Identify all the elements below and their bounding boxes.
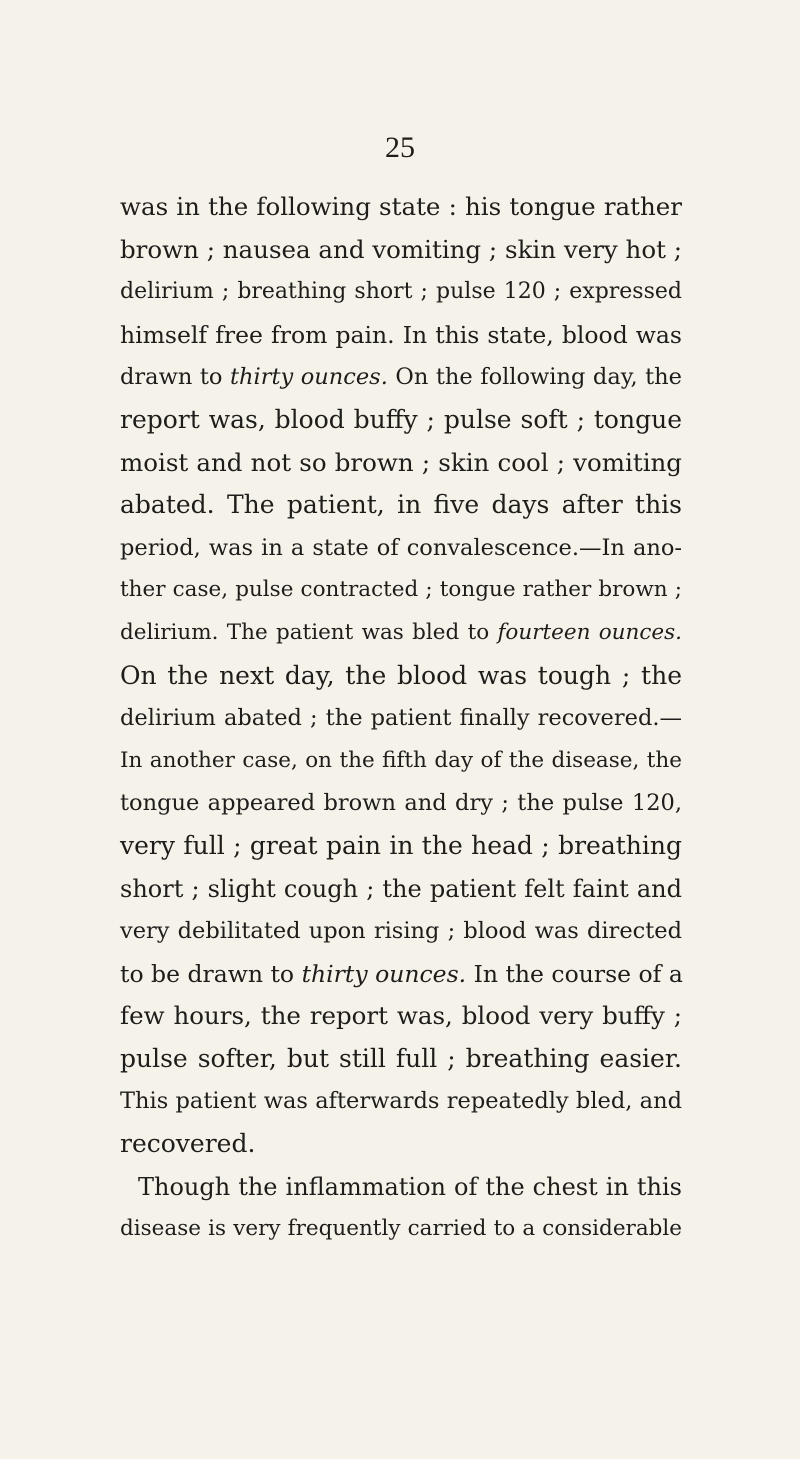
text-line bbox=[120, 1208, 682, 1251]
text-run: period, was in a state of convalescence.—In ano- bbox=[120, 534, 682, 561]
text-line bbox=[120, 612, 682, 655]
text-run: moist and not so brown ; skin cool ; vomiting bbox=[120, 447, 682, 477]
text-line bbox=[120, 910, 682, 953]
text-line bbox=[120, 655, 682, 698]
text-line bbox=[120, 740, 682, 783]
text-line bbox=[120, 271, 682, 314]
body-text bbox=[120, 186, 682, 1251]
text-line bbox=[120, 569, 682, 612]
text-run: ther case, pulse contracted ; tongue rather brown ; bbox=[120, 577, 682, 603]
text-run: brown ; nausea and vomiting ; skin very hot ; bbox=[120, 234, 682, 264]
text-run: abated. The patient, in five days after this bbox=[120, 490, 682, 520]
italic-run: thirty ounces. bbox=[301, 959, 467, 988]
text-line bbox=[120, 484, 682, 527]
page-number: 25 bbox=[385, 131, 415, 164]
text-line bbox=[120, 527, 682, 570]
text-run: was in the following state : his tongue rather bbox=[120, 192, 682, 221]
text-run: In another case, on the fifth day of the disease, the bbox=[120, 747, 682, 773]
text-line bbox=[120, 782, 682, 825]
italic-run: fourteen ounces. bbox=[497, 619, 682, 645]
text-run: very debilitated upon rising ; blood was directed bbox=[120, 918, 682, 945]
text-run: delirium abated ; the patient finally recovered.— bbox=[120, 705, 682, 732]
text-line bbox=[120, 356, 682, 399]
text-run: recovered. bbox=[120, 1129, 256, 1159]
text-run: This patient was afterwards repeatedly bled, and bbox=[120, 1088, 682, 1115]
text-run: few hours, the report was, blood very buffy ; bbox=[120, 1001, 682, 1031]
text-line bbox=[120, 1080, 682, 1123]
text-line bbox=[120, 697, 682, 740]
text-run: delirium. The patient was bled to bbox=[120, 619, 498, 645]
text-run: to be drawn to bbox=[120, 959, 302, 988]
text-line bbox=[120, 399, 682, 442]
text-line bbox=[120, 825, 682, 868]
text-run: tongue appeared brown and dry ; the pulse 120, bbox=[120, 790, 682, 817]
text-line bbox=[120, 868, 682, 911]
text-run: On the next day, the blood was tough ; the bbox=[120, 660, 682, 690]
italic-run: thirty ounces. bbox=[229, 364, 388, 391]
text-run: pulse softer, but still full ; breathing easier. bbox=[120, 1043, 682, 1073]
text-run: In the course of a bbox=[466, 959, 683, 988]
text-line bbox=[120, 995, 682, 1038]
text-line bbox=[120, 442, 682, 485]
text-run: Though the inflammation of the chest in this bbox=[138, 1172, 682, 1201]
text-run: himself free from pain. In this state, blood was bbox=[120, 320, 682, 349]
text-run: delirium ; breathing short ; pulse 120 ; expressed bbox=[120, 279, 682, 305]
text-line bbox=[120, 1123, 682, 1166]
text-line bbox=[120, 229, 682, 272]
text-run: disease is very frequently carried to a considerable bbox=[120, 1216, 682, 1242]
text-line bbox=[120, 953, 682, 996]
text-run: very full ; great pain in the head ; breathing bbox=[120, 830, 682, 860]
text-run: drawn to bbox=[120, 364, 230, 391]
text-run: report was, blood buffy ; pulse soft ; tongue bbox=[120, 404, 682, 434]
text-line bbox=[120, 186, 682, 229]
text-line bbox=[120, 1038, 682, 1081]
text-line bbox=[120, 314, 682, 357]
text-run: On the following day, the bbox=[387, 364, 682, 391]
text-run: short ; slight cough ; the patient felt faint and bbox=[120, 874, 682, 903]
text-line bbox=[120, 1166, 682, 1209]
